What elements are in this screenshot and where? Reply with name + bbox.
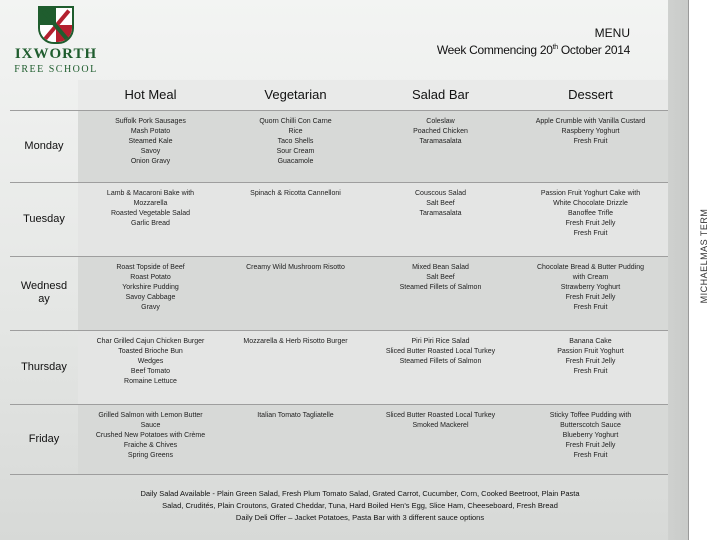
hot-meal-cell: Char Grilled Cajun Chicken Burger Toasted Brioche Bun Wedges Beef Tomato Romaine Lettuce	[78, 330, 223, 404]
vegetarian-cell: Spinach & Ricotta Cannelloni	[223, 182, 368, 256]
hot-meal-cell: Roast Topside of Beef Roast Potato Yorkshire Pudding Savoy Cabbage Gravy	[78, 256, 223, 330]
hot-meal-cell: Suffolk Pork Sausages Mash Potato Steamed Kale Savoy Onion Gravy	[78, 110, 223, 182]
salad-bar-cell: Sliced Butter Roasted Local Turkey Smoked Mackerel	[368, 404, 513, 474]
hot-meal-cell: Grilled Salmon with Lemon Butter Sauce Crushed New Potatoes with Crème Fraiche & Chives Spring Greens	[78, 404, 223, 474]
column-header: Salad Bar	[368, 80, 513, 110]
menu-row-tuesday	[10, 182, 668, 256]
column-header: Vegetarian	[223, 80, 368, 110]
day-label: Friday	[10, 404, 78, 474]
dessert-cell: Banana Cake Passion Fruit Yoghurt Fresh Fruit Jelly Fresh Fruit	[513, 330, 668, 404]
footer-line: Daily Deli Offer – Jacket Potatoes, Pasta Bar with 3 different sauce options	[235, 513, 485, 522]
vegetarian-cell: Italian Tomato Tagliatelle	[223, 404, 368, 474]
hot-meal-cell: Lamb & Macaroni Bake with Mozzarella Roasted Vegetable Salad Garlic Bread	[78, 182, 223, 256]
vegetarian-cell: Quorn Chilli Con Carne Rice Taco Shells Sour Cream Guacamole	[223, 110, 368, 182]
menu-row-monday	[10, 110, 668, 182]
dessert-cell: Sticky Toffee Pudding with Butterscotch Sauce Blueberry Yoghurt Fresh Fruit Jelly Fresh Fruit	[513, 404, 668, 474]
daily-offer-footer	[100, 488, 620, 524]
day-label: Monday	[10, 110, 78, 182]
day-label: Wednesd ay	[10, 256, 78, 330]
dessert-cell: Apple Crumble with Vanilla Custard Raspberry Yoghurt Fresh Fruit	[513, 110, 668, 182]
salad-bar-cell: Couscous Salad Salt Beef Taramasalata	[368, 182, 513, 256]
menu-table	[10, 80, 668, 475]
salad-bar-cell: Piri Piri Rice Salad Sliced Butter Roasted Local Turkey Steamed Fillets of Salmon	[368, 330, 513, 404]
term-label: MICHAELMAS TERM	[699, 208, 709, 304]
vegetarian-cell: Creamy Wild Mushroom Risotto	[223, 256, 368, 330]
day-label: Tuesday	[10, 182, 78, 256]
dessert-cell: Chocolate Bread & Butter Pudding with Cream Strawberry Yoghurt Fresh Fruit Jelly Fresh Fruit	[513, 256, 668, 330]
menu-header-row	[10, 80, 668, 110]
week-commencing: Week Commencing 20th October 2014	[436, 43, 630, 57]
salad-bar-cell: Coleslaw Poached Chicken Taramasalata	[368, 110, 513, 182]
menu-row-friday	[10, 404, 668, 474]
page-title: MENU	[594, 26, 630, 40]
column-header: Hot Meal	[78, 80, 223, 110]
school-crest-icon	[38, 6, 74, 44]
salad-bar-cell: Mixed Bean Salad Salt Beef Steamed Fillets of Salmon	[368, 256, 513, 330]
header-blank	[10, 80, 78, 110]
footer-line: Salad, Crudités, Plain Croutons, Grated Cheddar, Tuna, Hard Boiled Hen's Egg, Slice Ham, Cheeseboard, Fresh Bread	[162, 501, 558, 510]
menu-row-wednesday	[10, 256, 668, 330]
day-label: Thursday	[10, 330, 78, 404]
column-header: Dessert	[513, 80, 668, 110]
vegetarian-cell: Mozzarella & Herb Risotto Burger	[223, 330, 368, 404]
school-subtitle: FREE SCHOOL	[14, 64, 98, 75]
menu-row-thursday	[10, 330, 668, 404]
school-name: IXWORTH	[14, 46, 98, 62]
school-logo	[10, 6, 102, 78]
dessert-cell: Passion Fruit Yoghurt Cake with White Chocolate Drizzle Banoffee Trifle Fresh Fruit Jelly Fresh Fruit	[513, 182, 668, 256]
footer-line: Daily Salad Available - Plain Green Salad, Fresh Plum Tomato Salad, Grated Carrot, Cucumber, Corn, Cooked Beetroot, Plain Pasta	[140, 489, 580, 498]
